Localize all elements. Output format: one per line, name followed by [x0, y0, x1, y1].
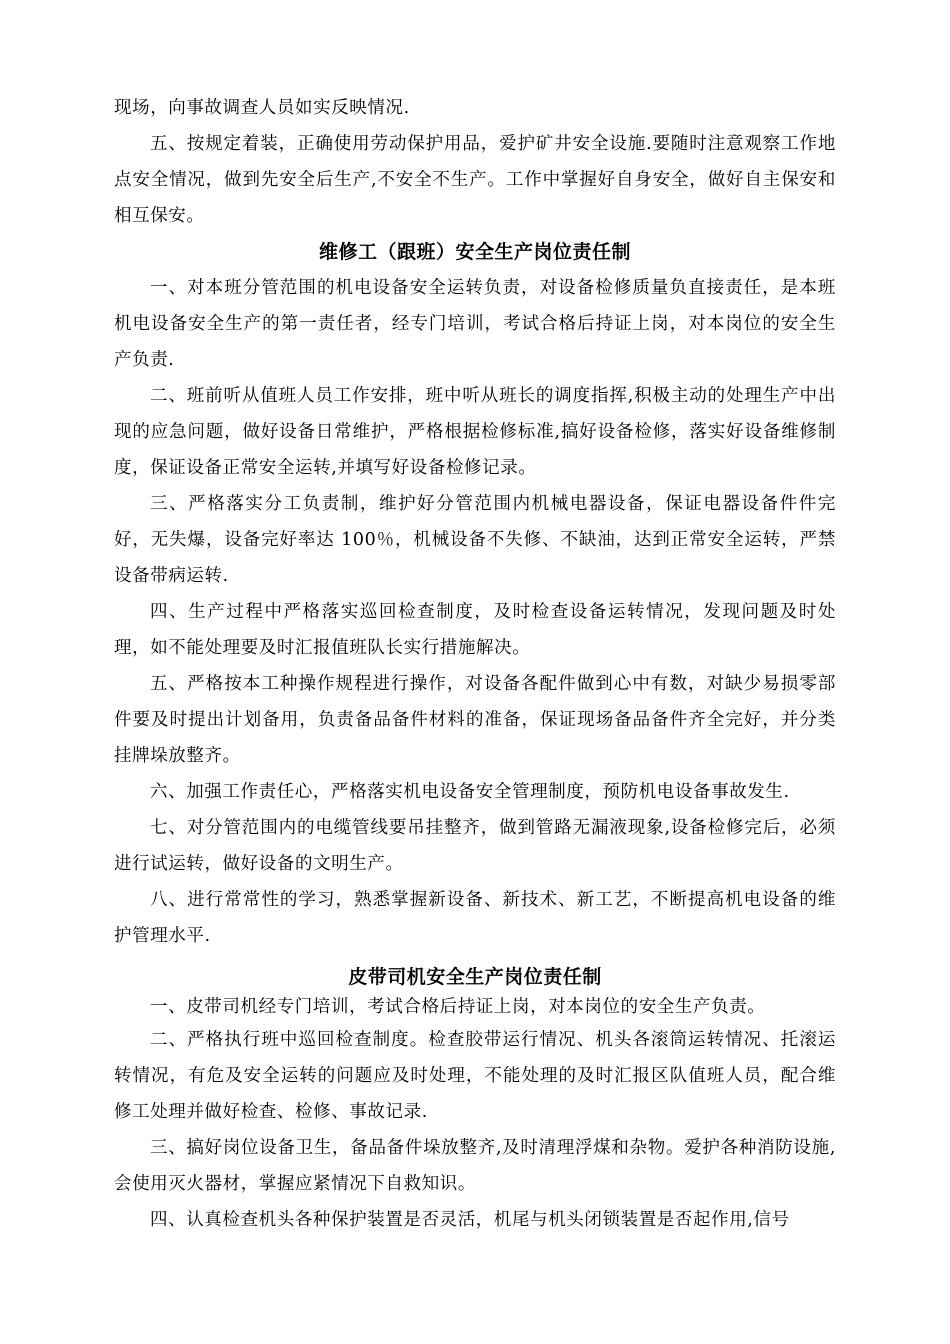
section-title-maintenance: 维修工（跟班）安全生产岗位责任制: [318, 241, 631, 263]
maintenance-item-5: 五、严格按本工种操作规程进行操作，对设备各配件做到心中有数，对缺少易损零部件要及时提出计划备用，负责备品备件材料的准备，保证现场备品备件齐全完好，并分类挂牌垛放整齐。: [114, 674, 836, 766]
maintenance-item-7: 七、对分管范围内的电缆管线要吊挂整齐，做到管路无漏液现象,设备检修完后，必须进行试运转，做好设备的文明生产。: [114, 818, 836, 874]
belt-driver-item-3: 三、搞好岗位设备卫生，备品备件垛放整齐,及时清理浮煤和杂物。爱护各种消防设施,会使用灭火器材，掌握应紧情况下自救知识。: [114, 1138, 836, 1194]
document-page: [114, 90, 836, 1238]
belt-driver-item-4: 四、认真检查机头各种保护装置是否灵活，机尾与机头闭锁装置是否起作用,信号: [150, 1210, 790, 1230]
maintenance-item-1: 一、对本班分管范围的机电设备安全运转负责，对设备检修质量负直接责任，是本班机电设备安全生产的第一责任者，经专门培训，考试合格后持证上岗，对本岗位的安全生产负责.: [114, 278, 836, 370]
maintenance-item-2: 二、班前听从值班人员工作安排，班中听从班长的调度指挥,积极主动的处理生产中出现的应急问题，做好设备日常维护，严格根据检修标准,搞好设备检修，落实好设备维修制度，保证设备正常安全运转,并填写好设备检修记录。: [114, 386, 836, 478]
maintenance-item-6: 六、加强工作责任心，严格落实机电设备安全管理制度，预防机电设备事故发生.: [150, 782, 790, 802]
belt-driver-item-1: 一、皮带司机经专门培训，考试合格后持证上岗，对本岗位的安全生产负责。: [150, 997, 766, 1017]
belt-driver-item-2: 二、严格执行班中巡回检查制度。检查胶带运行情况、机头各滚筒运转情况、托滚运转情况，有危及安全运转的问题应及时处理，不能处理的及时汇报区队值班人员，配合维修工处理并做好检查、检修、事故记录.: [114, 1030, 836, 1122]
section-title-belt-driver: 皮带司机安全生产岗位责任制: [348, 966, 602, 988]
intro-continuation: 现场，向事故调查人员如实反映情况.: [114, 98, 410, 118]
maintenance-item-8: 八、进行常常性的学习，熟悉掌握新设备、新技术、新工艺，不断提高机电设备的维护管理水平.: [114, 890, 836, 946]
maintenance-item-4: 四、生产过程中严格落实巡回检查制度，及时检查设备运转情况，发现问题及时处理，如不能处理要及时汇报值班队长实行措施解决。: [114, 602, 836, 658]
maintenance-item-3: 三、严格落实分工负责制，维护好分管范围内机械电器设备，保证电器设备件件完好，无失爆，设备完好率达 100％，机械设备不失修、不缺油，达到正常安全运转，严禁设备带病运转.: [114, 494, 836, 586]
intro-item-5: 五、按规定着装，正确使用劳动保护用品，爱护矿井安全设施.要随时注意观察工作地点安全情况，做到先安全后生产,不安全不生产。工作中掌握好自身安全，做好自主保安和相互保安。: [114, 134, 836, 226]
